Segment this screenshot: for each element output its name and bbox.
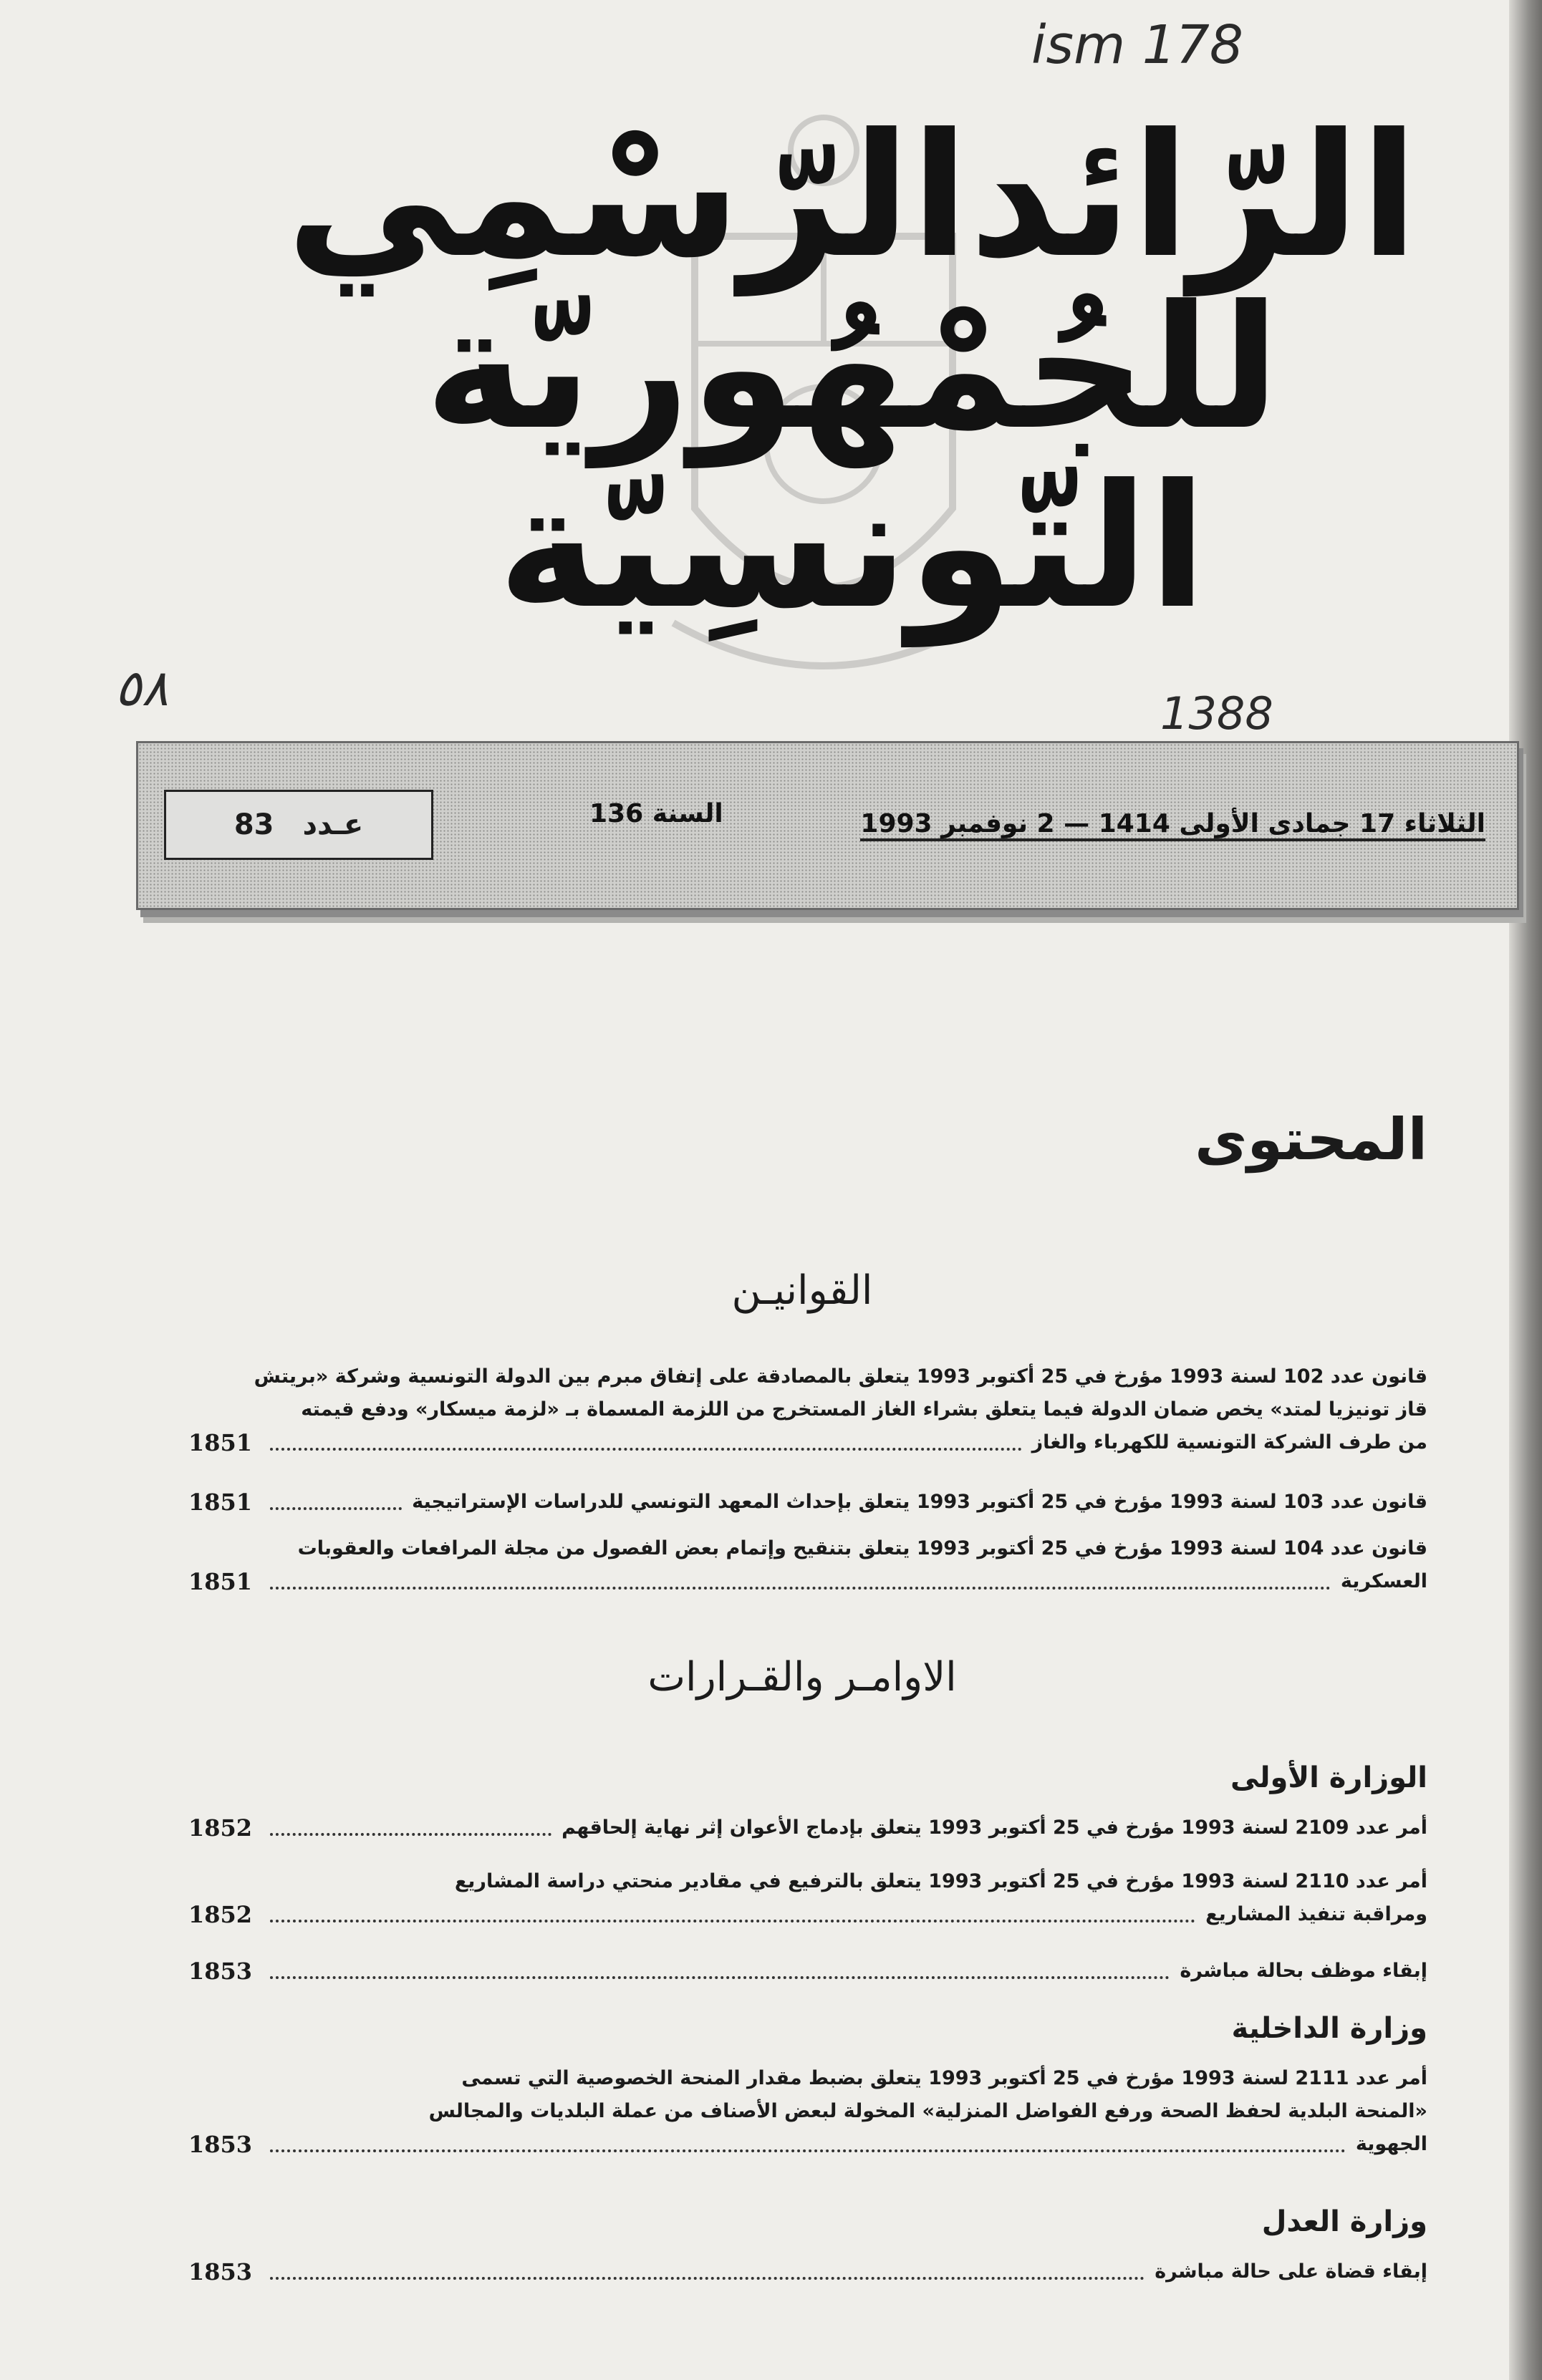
toc-entry-law-102[interactable] (188, 1360, 1427, 1459)
entry-line: قانون عدد 102 لسنة 1993 مؤرخ في 25 أكتوبر 1993 يتعلق بالمصادقة على إتفاق مبرم بين الدولة التونسية وشركة «بريتش (254, 1365, 1427, 1388)
issue-number-value: 83 (233, 808, 274, 841)
entry-last-line (188, 1486, 1427, 1519)
issue-info-band (136, 741, 1519, 910)
handwritten-note-middle: 1388 (1160, 687, 1273, 740)
leader-dots (270, 1587, 1331, 1590)
entry-last-line (188, 2128, 1427, 2161)
entry-text: قانون عدد 103 لسنة 1993 مؤرخ في 25 أكتوبر 1993 يتعلق بإحداث المعهد التونسي للدراسات الإستراتيجية (412, 1491, 1427, 1513)
page-number: 1852 (188, 1814, 253, 1842)
entry-text: الجهوية (1355, 2133, 1427, 2155)
entry-text: العسكرية (1340, 1570, 1427, 1592)
decrees-section-title: الاوامـر والقـرارات (647, 1654, 957, 1701)
page-number: 1851 (188, 1429, 253, 1456)
entry-text: ومراقبة تنفيذ المشاريع (1205, 1903, 1427, 1925)
entry-last-line (188, 1955, 1427, 1988)
entry-line: «المنحة البلدية لحفظ الصحة ورفع الفواضل المنزلية» المخولة لبعض الأصناف من عملة البلديات والمجالس (428, 2100, 1427, 2122)
laws-section-title: القوانيـن (731, 1267, 873, 1314)
toc-entry-decree-2109[interactable] (188, 1811, 1427, 1844)
leader-dots (270, 2149, 1346, 2152)
page-number: 1851 (188, 1568, 253, 1595)
gazette-masthead (244, 97, 1461, 647)
issue-number-label: عـدد (302, 808, 364, 841)
entry-last-line (188, 1565, 1427, 1598)
issue-date (860, 809, 1485, 838)
entry-last-line (188, 1811, 1427, 1844)
leader-dots (270, 1448, 1022, 1451)
ministry-heading-interior: وزارة الداخلية (1231, 2012, 1427, 2045)
entry-line: أمر عدد 2111 لسنة 1993 مؤرخ في 25 أكتوبر 1993 يتعلق بضبط مقدار المنحة الخصوصية التي تسمى (461, 2067, 1427, 2089)
entry-line: قاز تونيزيا لمتد» يخص ضمان الدولة فيما يتعلق بشراء الغاز المستخرج من اللزمة المسماة بـ «لزمة ميسكار» ودفع قيمته (301, 1398, 1427, 1421)
toc-entry-staff-retention[interactable] (188, 1955, 1427, 1988)
leader-dots (270, 1507, 402, 1510)
entry-text: إبقاء موظف بحالة مباشرة (1180, 1960, 1427, 1982)
handwritten-note-top: ism 178 (1031, 14, 1243, 76)
entry-last-line (188, 2255, 1427, 2288)
ministry-heading-prime: الوزارة الأولى (1230, 1761, 1427, 1794)
entry-text: أمر عدد 2109 لسنة 1993 مؤرخ في 25 أكتوبر 1993 يتعلق بإدماج الأعوان إثر نهاية إلحاقهم (562, 1817, 1427, 1839)
entry-line: أمر عدد 2110 لسنة 1993 مؤرخ في 25 أكتوبر 1993 يتعلق بالترفيع في مقادير منحتي دراسة المشاريع (454, 1870, 1427, 1892)
toc-entry-judges-retention[interactable] (188, 2255, 1427, 2288)
page-number: 1853 (188, 2258, 253, 2285)
leader-dots (270, 1976, 1170, 1979)
leader-dots (270, 1833, 551, 1836)
ministry-heading-justice: وزارة العدل (1261, 2205, 1427, 2238)
page-number: 1853 (188, 2131, 253, 2158)
page-edge-shadow (1509, 0, 1542, 2380)
entry-last-line (188, 1898, 1427, 1931)
toc-title: المحتوى (1195, 1106, 1427, 1173)
entry-text: من طرف الشركة التونسية للكهرباء والغاز (1031, 1431, 1427, 1453)
toc-entry-decree-2111[interactable] (188, 2062, 1427, 2161)
entry-last-line (188, 1426, 1427, 1459)
toc-entry-law-104[interactable] (188, 1532, 1427, 1598)
leader-dots (270, 1920, 1195, 1922)
masthead-line-1: الرّائدالرّسْمِي (286, 97, 1419, 296)
entry-text: إبقاء قضاة على حالة مباشرة (1155, 2260, 1427, 2283)
masthead-line-2: للجُمْهُوريّة التّونسِيّة (424, 269, 1281, 647)
page-number: 1853 (188, 1958, 253, 1985)
issue-year: السنة 136 (589, 799, 723, 828)
toc-entry-decree-2110[interactable] (188, 1865, 1427, 1931)
leader-dots (270, 2277, 1145, 2280)
issue-date-text: الثلاثاء 17 جمادى الأولى 1414 — 2 نوفمبر 1993 (860, 809, 1485, 841)
toc-entry-law-103[interactable] (188, 1486, 1427, 1519)
page-number: 1851 (188, 1489, 253, 1516)
entry-line: قانون عدد 104 لسنة 1993 مؤرخ في 25 أكتوبر 1993 يتعلق بتنقيح وإتمام بعض الفصول من مجلة المرافعات والعقوبات (297, 1537, 1427, 1559)
page-number: 1852 (188, 1901, 253, 1928)
issue-number-box (164, 790, 433, 860)
handwritten-note-left: ٥٨ (115, 659, 169, 717)
